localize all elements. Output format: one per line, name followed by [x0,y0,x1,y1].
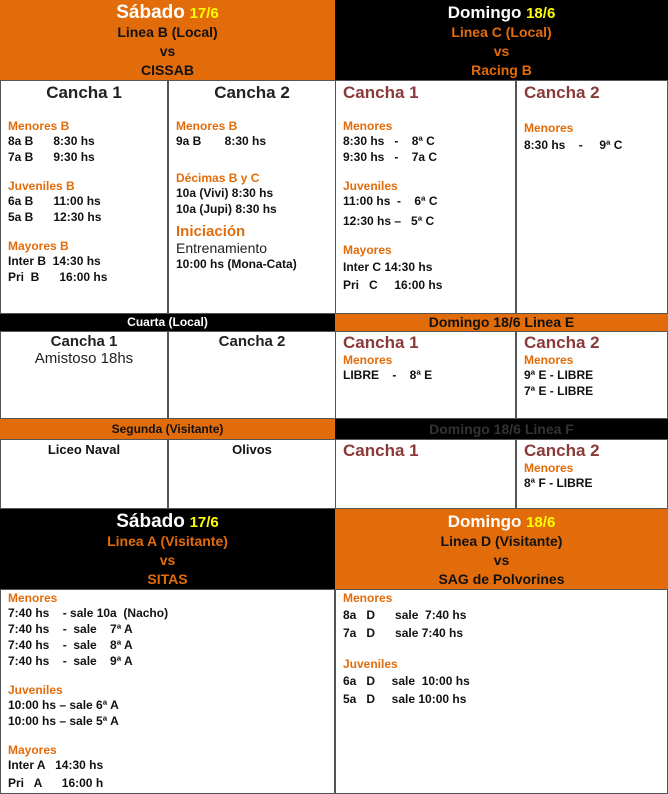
match-line: Pri C 16:00 hs [343,278,443,292]
cancha-title: Cancha 2 [218,333,286,350]
cancha-title: Cancha 1 [46,83,122,102]
match-line: 11:00 hs - 6ª C [343,194,438,208]
match-line: 8a D sale 7:40 hs [343,608,467,622]
date: 18/6 [526,5,556,22]
opponent: SAG de Polvorines [438,571,565,587]
cancha-title: Cancha 2 [524,83,600,102]
opponent: CISSAB [141,62,194,78]
section-mayores: Mayores [343,243,392,257]
linea-f-cancha-1 [335,439,516,509]
match-line: 12:30 hs – 5ª C [343,214,435,228]
linea-b-cancha-2 [168,80,336,314]
line-label: Linea B (Local) [117,24,218,40]
line-label: Linea A (Visitante) [107,533,228,549]
section-mayores: Mayores [8,743,57,757]
section-menores: Menores [524,121,574,135]
linea-e-cancha-2 [516,331,668,419]
match-line: 10:00 hs (Mona-Cata) [176,257,297,271]
linea-a-body [0,589,335,794]
linea-e-cancha-1 [335,331,516,419]
cancha-title: Cancha 1 [343,441,419,460]
match-line: 8a B 8:30 hs [8,134,95,148]
match-line: 5a D sale 10:00 hs [343,692,467,706]
cancha-title: Cancha 1 [343,83,419,102]
linea-d-body [335,589,668,794]
match-line: 5a B 12:30 hs [8,210,102,224]
day: Sábado [116,2,185,23]
header-domingo-linea-d [335,509,668,589]
match-line: LIBRE - 8ª E [343,368,433,382]
day: Domingo [447,512,522,531]
match-line: 6a D sale 10:00 hs [343,674,470,688]
line-label: Linea C (Local) [451,24,552,40]
match-line: 9ª E - LIBRE [524,368,594,382]
match-line: Pri A 16:00 h [8,776,104,790]
rival-name: Olivos [232,442,272,457]
section-decimas: Décimas B y C [176,171,260,185]
header-domingo-linea-c [335,0,668,80]
section-menores: Menores [524,353,574,367]
match-line: 6a B 11:00 hs [8,194,101,208]
cuarta-cancha-1 [0,331,168,419]
match-line: 8:30 hs - 8ª C [343,134,435,148]
section-menores: Menores [343,591,393,605]
section-juveniles: Juveniles [8,683,63,697]
entrenamiento-label: Entrenamiento [176,240,268,256]
section-mayores: Mayores B [8,239,69,253]
section-menores: Menores B [8,119,70,133]
match-line: Inter A 14:30 hs [8,758,104,772]
section-juveniles: Juveniles B [8,179,75,193]
match-line: 7:40 hs - sale 9ª A [8,654,133,668]
linea-c-cancha-2 [516,80,668,314]
match-line: 10a (Jupi) 8:30 hs [176,202,277,216]
match-line: 8:30 hs - 9ª C [524,138,623,152]
cancha-title: Cancha 2 [524,441,600,460]
match-line: 10:00 hs – sale 6ª A [8,698,119,712]
match-line: 8ª F - LIBRE [524,476,593,490]
opponent: SITAS [147,571,188,587]
rival-name: Liceo Naval [47,442,121,457]
section-juveniles: Juveniles [343,657,398,671]
match-line: 10a (Vivi) 8:30 hs [176,186,274,200]
band-linea-e: Domingo 18/6 Linea E [335,314,668,331]
amistoso-label: Amistoso 18hs [34,350,134,367]
date: 17/6 [189,514,219,531]
section-menores: Menores B [176,119,238,133]
match-line: 7:40 hs - sale 7ª A [8,622,133,636]
date: 17/6 [189,5,219,22]
segunda-cancha-1 [0,439,168,509]
vs-label: vs [493,43,510,59]
cancha-title: Cancha 2 [214,83,290,102]
match-line: Pri B 16:00 hs [8,270,108,284]
match-line: 7:40 hs - sale 10a (Nacho) [8,606,169,620]
match-line: 7a D sale 7:40 hs [343,626,464,640]
match-line: 7:40 hs - sale 8ª A [8,638,133,652]
header-sabado-linea-b [0,0,335,80]
section-menores: Menores [524,461,574,475]
date: 18/6 [526,514,556,531]
vs-label: vs [159,552,176,568]
section-iniciacion: Iniciación [176,223,246,240]
header-sabado-linea-a [0,509,335,589]
band-segunda: Segunda (Visitante) [0,419,335,439]
segunda-cancha-2 [168,439,336,509]
match-line: Inter B 14:30 hs [8,254,101,268]
cancha-title: Cancha 2 [524,333,600,352]
band-cuarta: Cuarta (Local) [0,314,335,331]
match-line: 9:30 hs - 7a C [343,150,438,164]
line-label: Linea D (Visitante) [440,533,563,549]
section-menores: Menores [8,591,58,605]
match-line: 7ª E - LIBRE [524,384,594,398]
day: Domingo [447,3,522,22]
section-juveniles: Juveniles [343,179,398,193]
linea-c-cancha-1 [335,80,516,314]
match-line: 7a B 9:30 hs [8,150,95,164]
cuarta-cancha-2 [168,331,336,419]
match-line: 10:00 hs – sale 5ª A [8,714,119,728]
match-line: 9a B 8:30 hs [176,134,267,148]
day: Sábado [116,511,185,532]
linea-f-cancha-2 [516,439,668,509]
linea-b-cancha-1 [0,80,168,314]
vs-label: vs [493,552,510,568]
vs-label: vs [159,43,176,59]
section-menores: Menores [343,119,393,133]
cancha-title: Cancha 1 [50,333,118,350]
band-linea-f: Domingo 18/6 Linea F [335,419,668,439]
match-line: Inter C 14:30 hs [343,260,433,274]
opponent: Racing B [471,62,532,78]
cancha-title: Cancha 1 [343,333,419,352]
section-menores: Menores [343,353,393,367]
